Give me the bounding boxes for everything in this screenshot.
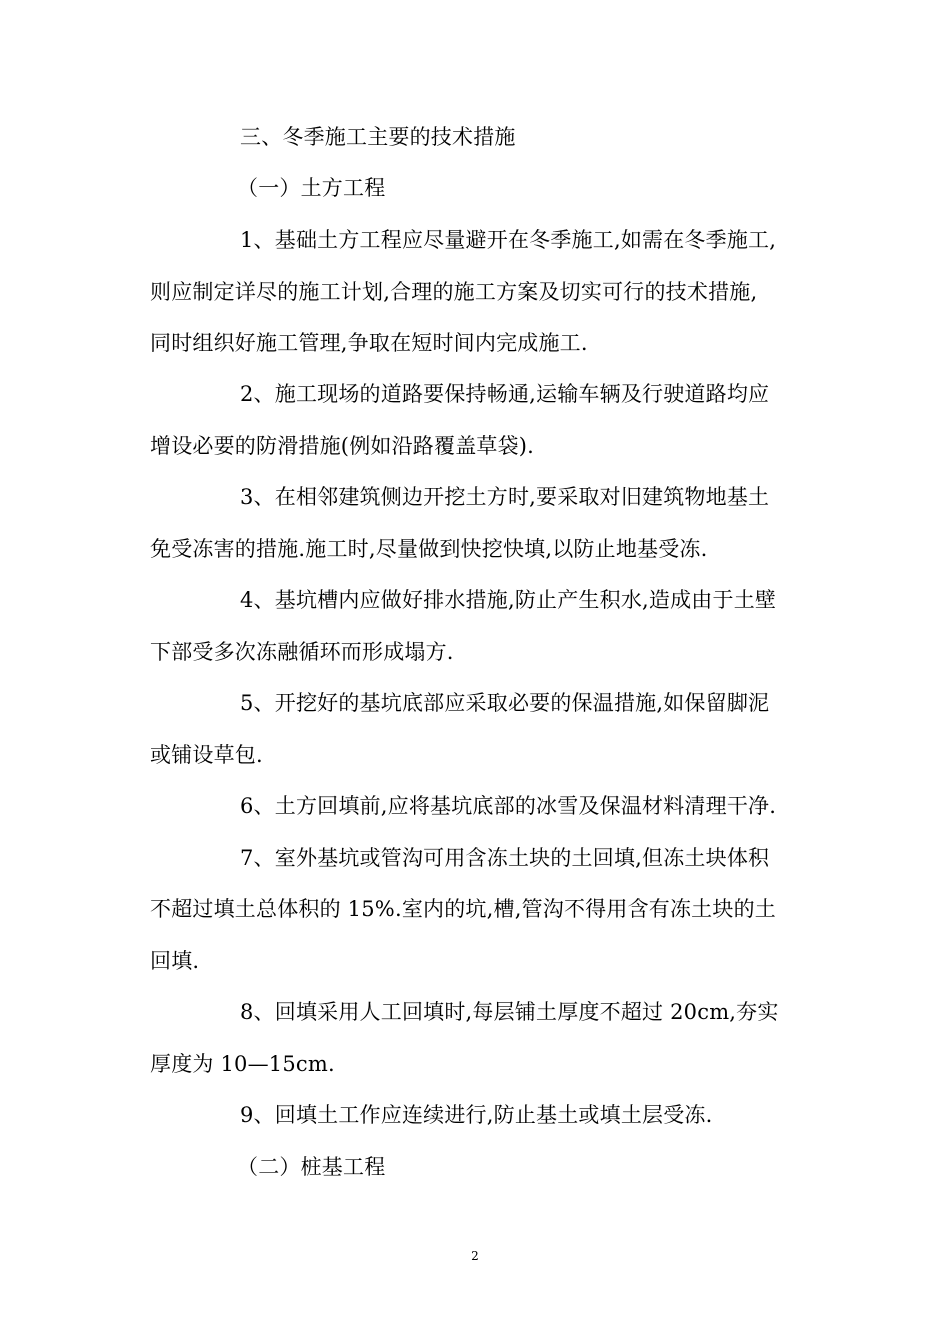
page-number: 2 [471, 1249, 479, 1263]
paragraph-line: 不超过填土总体积的 15%.室内的坑,槽,管沟不得用含有冻土块的土 [150, 897, 776, 921]
paragraph-line: 增设必要的防滑措施(例如沿路覆盖草袋). [150, 434, 535, 458]
paragraph-line: 8、回填采用人工回填时,每层铺土厚度不超过 20cm,夯实 [240, 1000, 779, 1024]
paragraph-line: 或铺设草包. [150, 743, 263, 767]
paragraph-line: 1、基础土方工程应尽量避开在冬季施工,如需在冬季施工, [240, 228, 777, 252]
paragraph-line: 免受冻害的措施.施工时,尽量做到快挖快填,以防止地基受冻. [150, 537, 708, 561]
paragraph-line: 9、回填土工作应连续进行,防止基土或填土层受冻. [240, 1103, 713, 1127]
paragraph-line: 4、基坑槽内应做好排水措施,防止产生积水,造成由于土壁 [240, 588, 777, 612]
paragraph-line: 同时组织好施工管理,争取在短时间内完成施工. [150, 331, 588, 355]
paragraph-line: 回填. [150, 949, 200, 973]
subsection-heading-earthwork: （一）土方工程 [237, 176, 386, 200]
paragraph-line: 则应制定详尽的施工计划,合理的施工方案及切实可行的技术措施, [150, 280, 758, 304]
paragraph-line: 3、在相邻建筑侧边开挖土方时,要采取对旧建筑物地基土 [240, 485, 770, 509]
paragraph-line: 6、土方回填前,应将基坑底部的冰雪及保温材料清理干净. [240, 794, 777, 818]
paragraph-line: 7、室外基坑或管沟可用含冻土块的土回填,但冻土块体积 [240, 846, 770, 870]
paragraph-line: 厚度为 10—15cm. [150, 1052, 335, 1076]
section-heading: 三、冬季施工主要的技术措施 [240, 125, 516, 149]
paragraph-line: 下部受多次冻融循环而形成塌方. [150, 640, 454, 664]
paragraph-line: 5、开挖好的基坑底部应采取必要的保温措施,如保留脚泥 [240, 691, 770, 715]
paragraph-line: 2、施工现场的道路要保持畅通,运输车辆及行驶道路均应 [240, 382, 770, 406]
subsection-heading-pile-foundation: （二）桩基工程 [237, 1155, 386, 1179]
